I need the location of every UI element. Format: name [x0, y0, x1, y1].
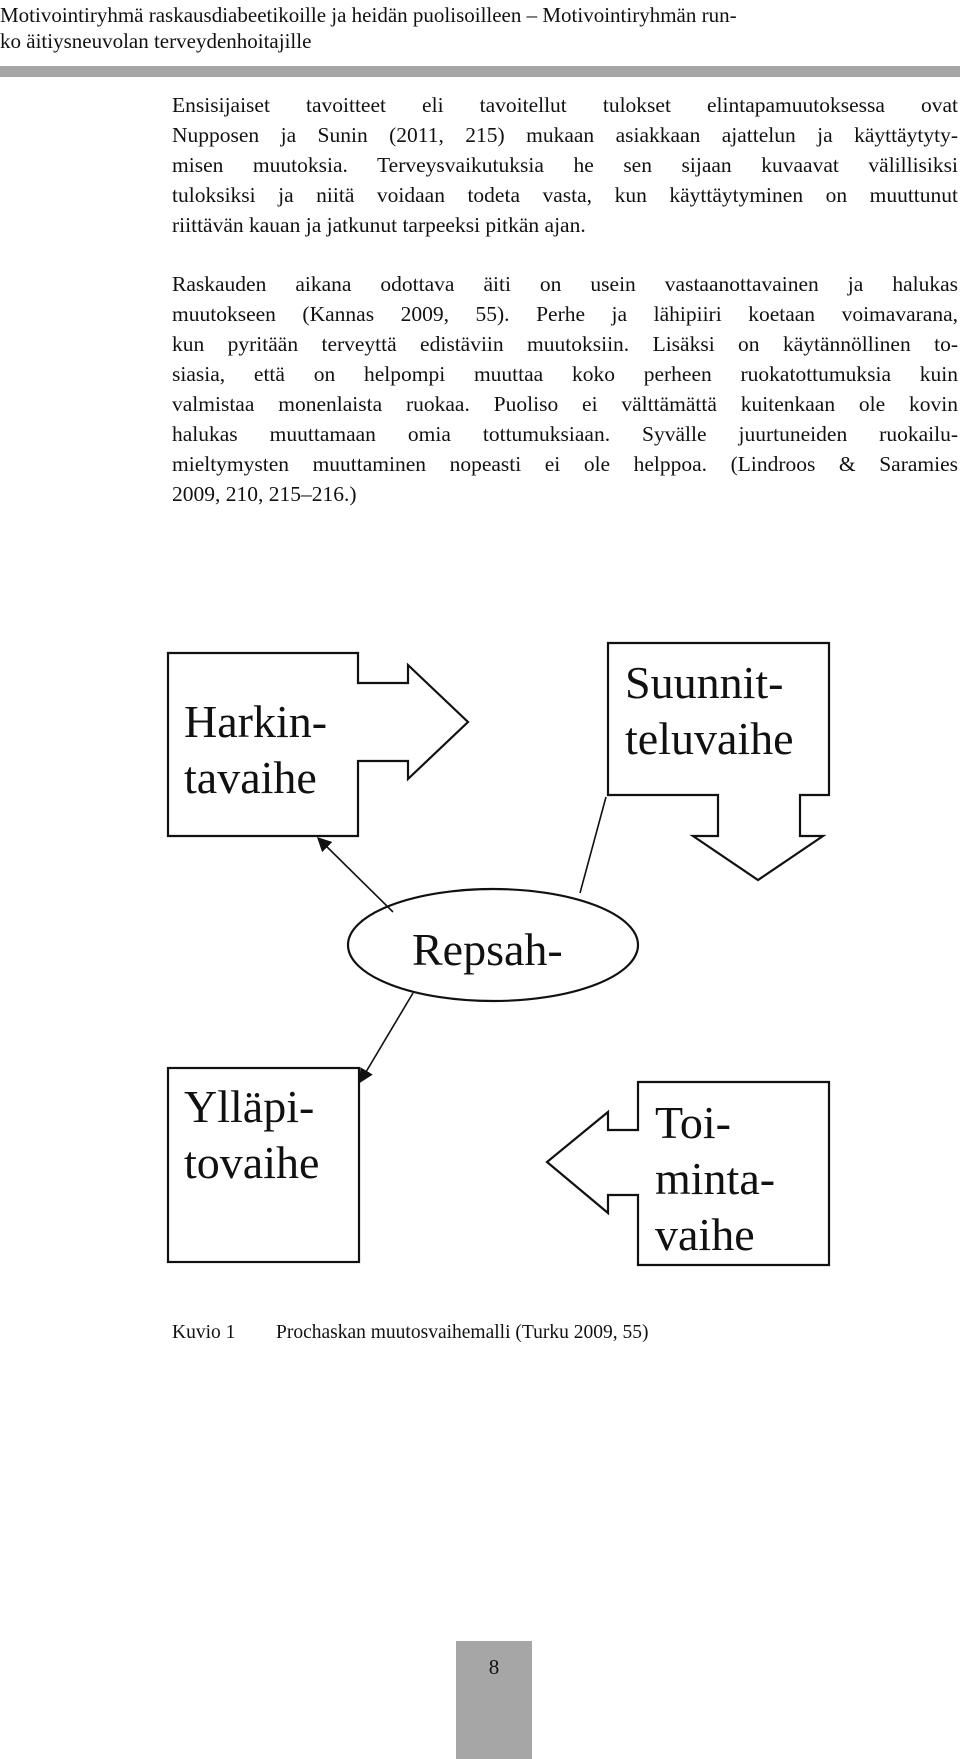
harkinta-label-2: tavaihe [184, 752, 317, 803]
suunnittelu-label-2: teluvaihe [625, 713, 794, 764]
yllapito-label-2: tovaihe [184, 1137, 320, 1188]
paragraph-line: 2009, 210, 215–216.) [172, 482, 357, 506]
figure-caption-text: Prochaskan muutosvaihemalli (Turku 2009, 55) [276, 1322, 649, 1343]
stage-harkinta [168, 653, 468, 836]
harkinta-label-1: Harkin- [184, 696, 328, 747]
paragraph-line: riittävän kauan ja jatkunut tarpeeksi pitkän ajan. [172, 213, 586, 237]
paragraph-line: Nupposen ja Sunin (2011, 215) mukaan asiakkaan ajattelun ja käyttäytyty- [172, 123, 958, 147]
connector-repsahdus-to-yllapito [360, 993, 413, 1082]
page-number: 8 [488, 1655, 500, 1679]
paragraph-line: misen muutoksia. Terveysvaikutuksia he sen sijaan kuvaavat välillisiksi [172, 153, 958, 177]
paragraph-line: siasia, että on helpompi muuttaa koko perheen ruokatottumuksia kuin [172, 362, 958, 386]
toiminta-label-2: minta- [655, 1153, 776, 1204]
paragraph-line: tuloksiksi ja niitä voidaan todeta vasta, kun käyttäytyminen on muuttunut [172, 183, 958, 207]
page-number-box [456, 1641, 532, 1759]
paragraph-line: halukas muuttamaan omia tottumuksiaan. Syvälle juurtuneiden ruokailu- [172, 422, 958, 446]
suunnittelu-label-1: Suunnit- [625, 657, 784, 708]
stage-toiminta [547, 1082, 829, 1265]
figure-caption-label: Kuvio 1 [172, 1322, 236, 1343]
paragraph-line: valmistaa monenlaista ruokaa. Puoliso ei välttämättä kuitenkaan ole kovin [172, 392, 958, 416]
connector-repsahdus-to-suunnittelu [580, 797, 606, 893]
paragraph-line: Ensisijaiset tavoitteet eli tavoitellut tulokset elintapamuutoksessa ovat [172, 93, 958, 117]
stage-suunnittelu [608, 643, 829, 880]
repsahdus-label: Repsah- [412, 924, 563, 975]
toiminta-label-3: vaihe [655, 1209, 755, 1260]
paragraph-line: mieltymysten muuttaminen nopeasti ei ole helppoa. (Lindroos & Saramies [172, 452, 958, 476]
paragraph-line: kun pyritään terveyttä edistäviin muutoksiin. Lisäksi on käytännöllinen to- [172, 332, 958, 356]
toiminta-label-1: Toi- [655, 1097, 731, 1148]
connector-repsahdus-to-harkinta [318, 838, 393, 912]
running-header-line-2: ko äitiysneuvolan terveydenhoitajille [0, 29, 312, 53]
stage-repsahdus [348, 889, 638, 1001]
running-header-line-1: Motivointiryhmä raskausdiabeetikoille ja heidän puolisoilleen – Motivointiryhmän run- [0, 3, 737, 27]
stage-yllapito [168, 1068, 359, 1262]
paragraph-line: Raskauden aikana odottava äiti on usein vastaanottavainen ja halukas [172, 272, 958, 296]
yllapito-label-1: Ylläpi- [184, 1081, 315, 1132]
paragraph-line: muutokseen (Kannas 2009, 55). Perhe ja lähipiiri koetaan voimavarana, [172, 302, 958, 326]
